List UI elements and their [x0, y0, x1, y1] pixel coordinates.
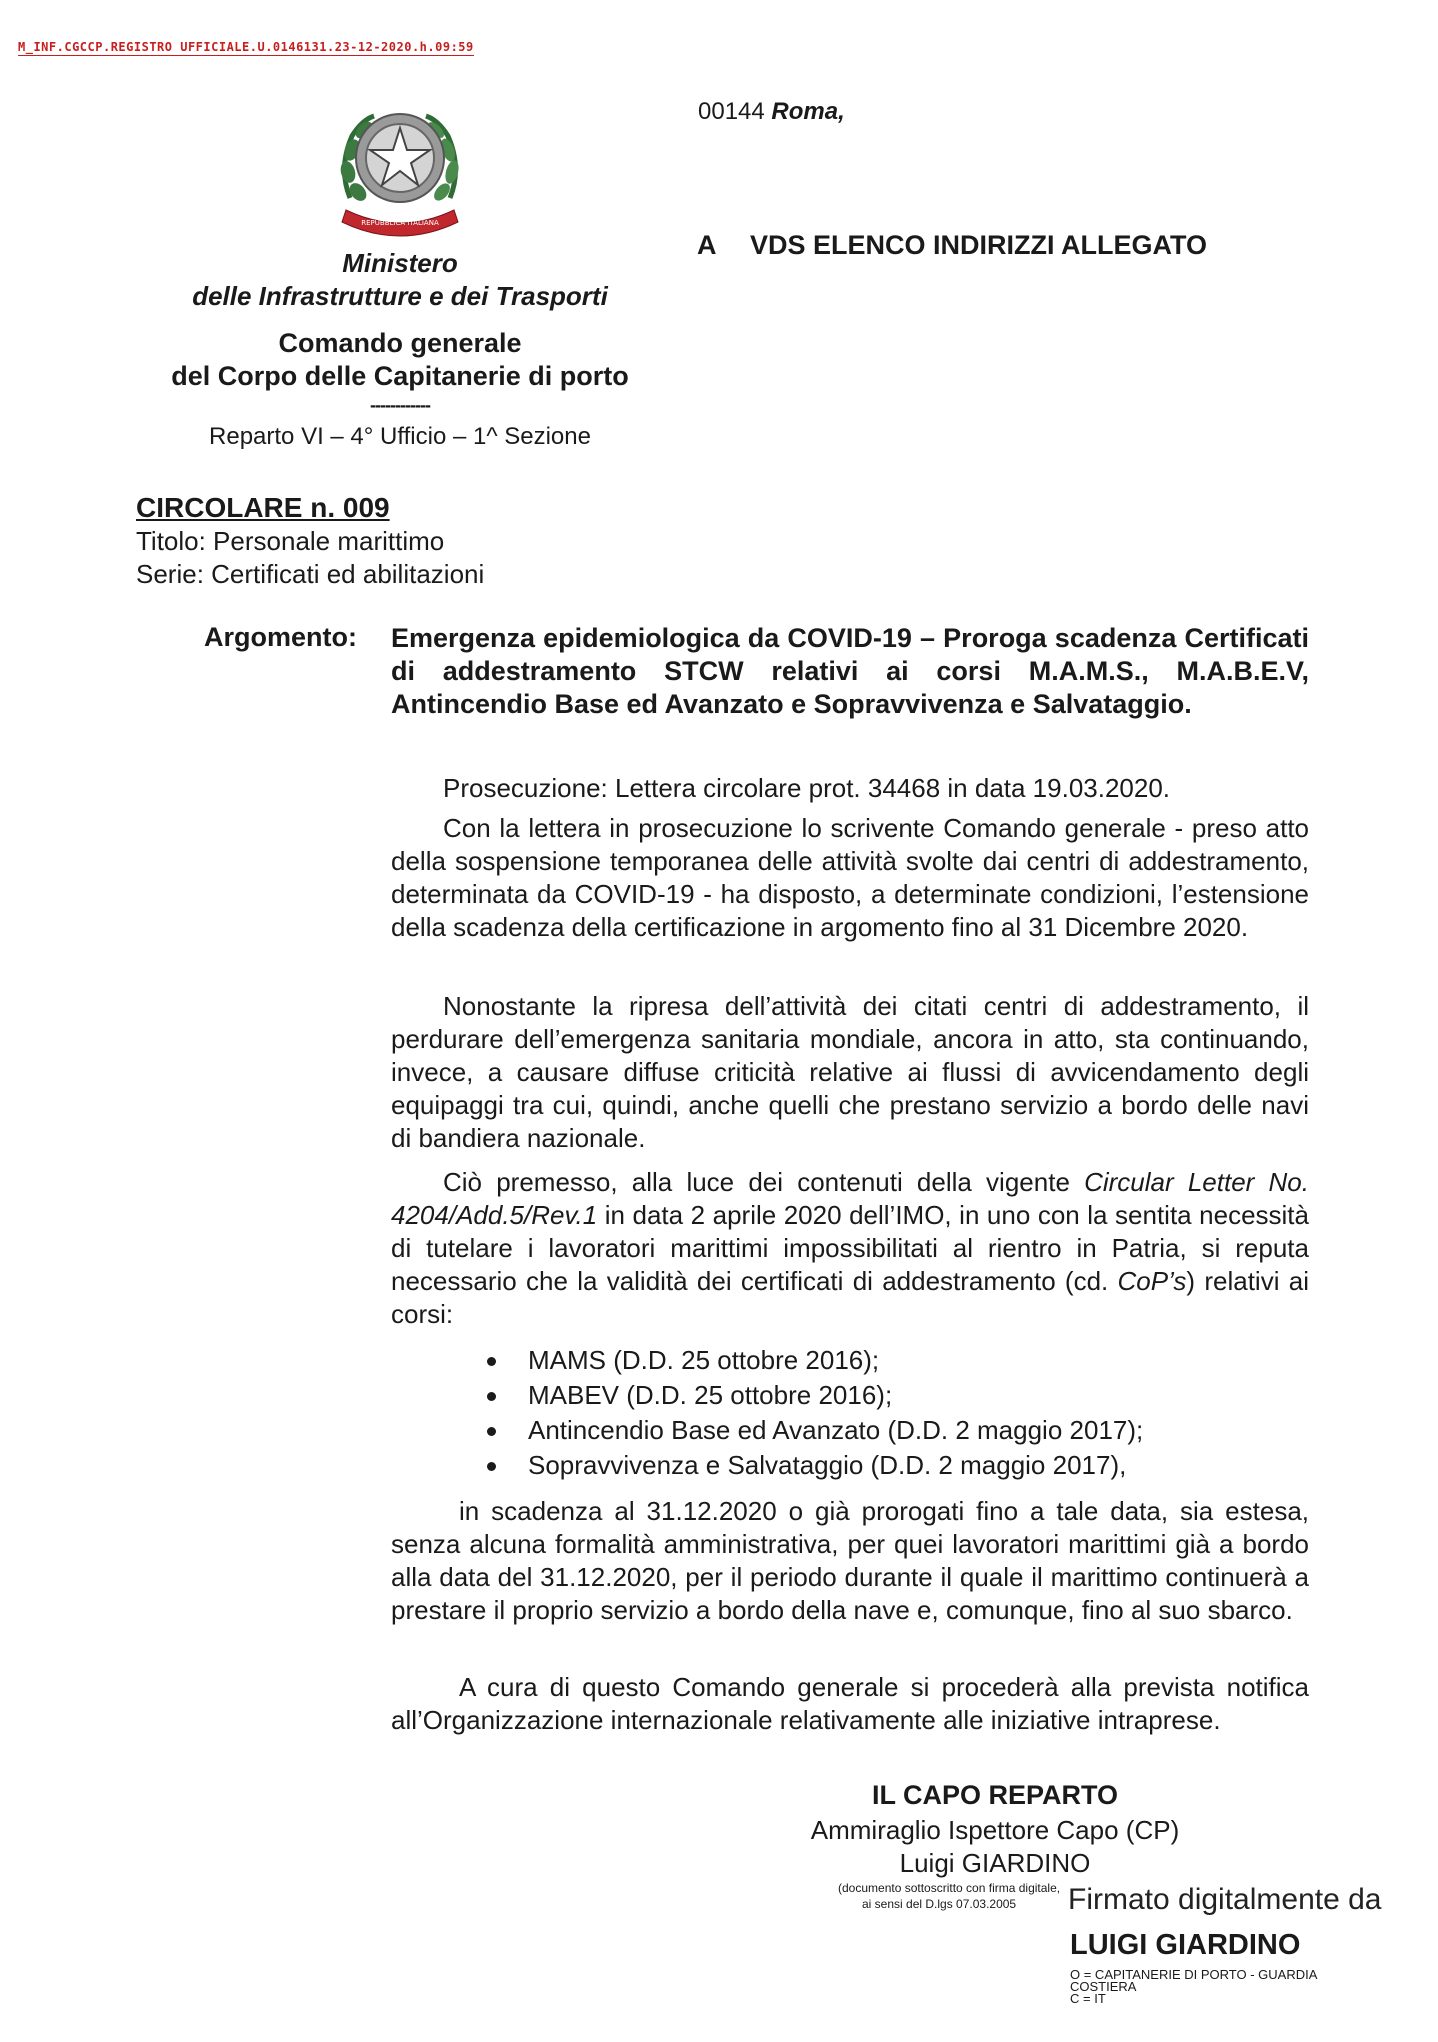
paragraph-3: Nonostante la ripresa dell’attività dei citati centri di addestramento, il perdurare dell’emergenza sanitaria mondiale, ancora in atto, sta continuando, invece, a causare diffuse criticità relative ai flussi di avvicendamento degli equipaggi tra cui, quindi, anche quelli che prestano servizio a bordo delle navi di bandiera nazionale.: [391, 991, 1309, 1153]
emblem-cogwheel: [356, 114, 444, 202]
list-item: MABEV (D.D. 25 ottobre 2016);: [480, 1378, 1143, 1413]
paragraph-2: Con la lettera in prosecuzione lo scrivente Comando generale - preso atto della sospensione temporanea delle attività svolte dai centri di addestramento, determinata da COVID-19 - ha disposto, a determinate condizioni, l’estensione della scadenza della certificazione in argomento fino al 31 Dicembre 2020.: [391, 813, 1309, 942]
addressee-prefix: A: [697, 230, 717, 260]
protocol-stamp: M_INF.CGCCP.REGISTRO UFFICIALE.U.0146131.23-12-2020.h.09:59: [18, 40, 474, 54]
signature-note-2: ai sensi del D.lgs 07.03.2005: [862, 1897, 1017, 1911]
bullet-icon: [487, 1392, 496, 1401]
italian-emblem-icon: [332, 98, 468, 238]
signature-rank: Ammiraglio Ispettore Capo (CP): [810, 1815, 1180, 1845]
paragraph-5: in scadenza al 31.12.2020 o già prorogati fino a tale data, sia estesa, senza alcuna formalità amministrativa, per quei lavoratori marittimi già a bordo alla data del 31.12.2020, per il periodo durante il quale il marittimo continuerà a prestare il proprio servizio a bordo della nave e, comunque, fino al suo sbarco.: [391, 1496, 1309, 1625]
digital-signature-org: O = CAPITANERIE DI PORTO - GUARDIA: [1070, 1967, 1318, 1982]
circular-title: Titolo: Personale marittimo: [136, 526, 445, 556]
courses-list: [480, 1343, 1143, 1483]
list-item: MAMS (D.D. 25 ottobre 2016);: [480, 1343, 1143, 1378]
subject-label: Argomento:: [204, 622, 357, 652]
signature-title: IL CAPO REPARTO: [871, 1780, 1119, 1810]
header-divider: ------------: [370, 395, 430, 415]
city-code: 00144: [698, 98, 765, 125]
list-item: Sopravvivenza e Salvataggio (D.D. 2 maggio 2017),: [480, 1448, 1143, 1483]
bullet-icon: [487, 1427, 496, 1436]
paragraph-6: A cura di questo Comando generale si procederà alla prevista notifica all’Organizzazione internazionale relativamente alle iniziative intraprese.: [391, 1672, 1309, 1735]
city-line: [698, 98, 845, 126]
digital-signature-label: Firmato digitalmente da: [1068, 1883, 1382, 1916]
command-line-2: del Corpo delle Capitanerie di porto: [171, 361, 629, 391]
cops-term: CoP’s: [1117, 1266, 1187, 1296]
paragraph-4-part-b: in data 2 aprile 2020 dell’IMO, in uno con la sentita necessità di tutelare i lavoratori marittimi impossibilitati al rientro in Patria, si reputa necessario che la validità dei certificati di addestramento (cd.: [391, 1200, 1309, 1296]
reparto-line: Reparto VI – 4° Ufficio – 1^ Sezione: [209, 423, 591, 450]
paragraph-4-part-a: Ciò premesso, alla luce dei contenuti della vigente: [443, 1167, 1085, 1197]
circular-letter-ref: Circular Letter No. 4204/Add.5/Rev.1: [391, 1167, 1309, 1230]
digital-signature-org-2: COSTIERA: [1070, 1979, 1137, 1994]
ministry-line-2: delle Infrastrutture e dei Trasporti: [192, 281, 608, 311]
ministry-line-1: Ministero: [342, 248, 458, 278]
city-name: Roma,: [771, 98, 845, 125]
subject-text: Emergenza epidemiologica da COVID-19 – Proroga scadenza Certificati di addestramento STCW relativi ai corsi M.A.M.S., M.A.B.E.V, Antincendio Base ed Avanzato e Sopravvivenza e Salvataggio.: [391, 623, 1309, 719]
emblem-ribbon-text: REPUBBLICA ITALIANA: [361, 219, 439, 227]
list-item: Antincendio Base ed Avanzato (D.D. 2 maggio 2017);: [480, 1413, 1143, 1448]
digital-signature-name: LUIGI GIARDINO: [1070, 1929, 1301, 1961]
bullet-icon: [487, 1357, 496, 1366]
signature-name: Luigi GIARDINO: [899, 1848, 1091, 1878]
circular-series: Serie: Certificati ed abilitazioni: [136, 559, 485, 589]
digital-signature-country: C = IT: [1070, 1991, 1106, 2006]
signature-note-1: (documento sottoscritto con firma digitale,: [838, 1881, 1061, 1895]
paragraph-prosecuzione: Prosecuzione: Lettera circolare prot. 34468 in data 19.03.2020.: [443, 773, 1171, 803]
addressee-text: VDS ELENCO INDIRIZZI ALLEGATO: [750, 230, 1208, 260]
circular-number: CIRCOLARE n. 009: [136, 492, 390, 523]
emblem-ribbon: [342, 210, 458, 236]
paragraph-4-part-c: ) relativi ai corsi:: [391, 1266, 1309, 1329]
bullet-icon: [487, 1462, 496, 1471]
paragraph-4: [391, 1166, 1309, 1331]
command-line-1: Comando generale: [278, 328, 522, 358]
